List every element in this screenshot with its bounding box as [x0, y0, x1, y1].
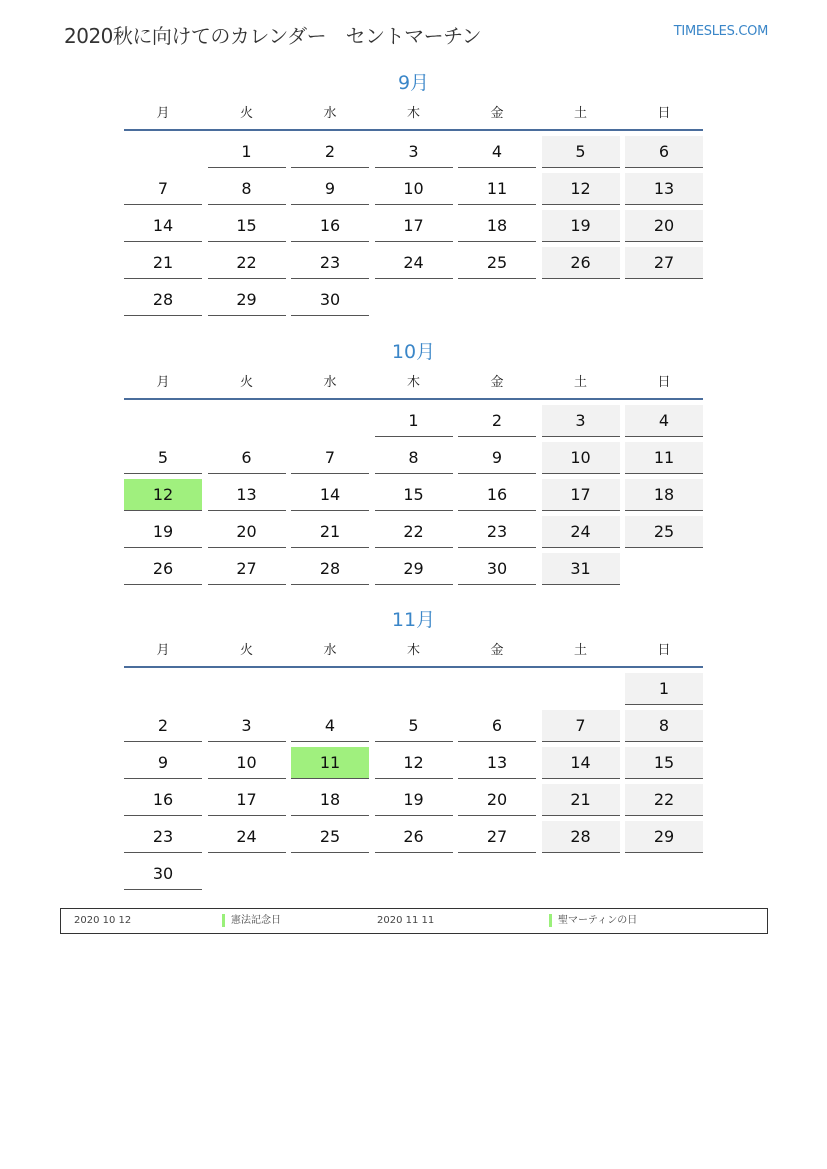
day-cell: 19 — [375, 784, 453, 816]
day-cell: 25 — [458, 247, 536, 279]
day-cell: 27 — [625, 247, 703, 279]
day-cell: 22 — [625, 784, 703, 816]
day-cell: 25 — [291, 821, 369, 853]
day-cell: 20 — [458, 784, 536, 816]
day-cell: 5 — [375, 710, 453, 742]
weekday-label: 水 — [323, 375, 337, 390]
weekday-label: 木 — [406, 643, 420, 658]
day-cell: 21 — [124, 247, 202, 279]
day-cell: 11 — [458, 173, 536, 205]
empty-cell — [124, 673, 202, 704]
day-cell: 17 — [542, 479, 620, 511]
day-cell: 4 — [291, 710, 369, 742]
weekday-label: 金 — [490, 106, 504, 121]
day-cell: 1 — [375, 405, 453, 437]
weekday-label: 日 — [657, 106, 671, 121]
day-cell: 4 — [458, 136, 536, 168]
day-cell: 5 — [124, 442, 202, 474]
day-cell: 18 — [291, 784, 369, 816]
day-cell: 6 — [458, 710, 536, 742]
month-name: 9月 — [397, 72, 430, 94]
day-cell: 26 — [124, 553, 202, 585]
day-cell: 10 — [375, 173, 453, 205]
empty-cell — [291, 673, 369, 704]
holiday-legend — [60, 908, 768, 934]
weekday-label: 月 — [156, 643, 170, 658]
day-cell: 3 — [375, 136, 453, 168]
day-cell: 27 — [208, 553, 286, 585]
day-cell: 16 — [291, 210, 369, 242]
day-cell: 19 — [124, 516, 202, 548]
day-cell: 15 — [375, 479, 453, 511]
day-cell: 21 — [291, 516, 369, 548]
day-cell: 22 — [208, 247, 286, 279]
weekday-label: 木 — [406, 106, 420, 121]
page-title: 2020秋に向けてのカレンダー セントマーチン — [64, 24, 482, 48]
day-cell: 20 — [625, 210, 703, 242]
day-cell: 19 — [542, 210, 620, 242]
weekday-label: 金 — [490, 643, 504, 658]
day-cell: 24 — [208, 821, 286, 853]
day-grid — [124, 136, 703, 316]
day-cell: 30 — [124, 858, 202, 890]
empty-cell — [208, 673, 286, 704]
brand-logo[interactable]: TIMESLES.COM — [673, 24, 768, 39]
day-cell: 6 — [625, 136, 703, 168]
day-cell: 1 — [208, 136, 286, 168]
day-cell: 8 — [625, 710, 703, 742]
day-cell: 9 — [124, 747, 202, 779]
weekday-label: 木 — [406, 375, 420, 390]
day-cell: 2 — [291, 136, 369, 168]
day-cell: 26 — [542, 247, 620, 279]
day-cell: 30 — [458, 553, 536, 585]
month-name: 11月 — [391, 609, 436, 631]
weekday-label: 日 — [657, 643, 671, 658]
weekday-label: 日 — [657, 375, 671, 390]
day-cell: 22 — [375, 516, 453, 548]
day-cell: 12 — [542, 173, 620, 205]
day-cell: 11 — [625, 442, 703, 474]
day-cell: 21 — [542, 784, 620, 816]
day-cell: 4 — [625, 405, 703, 437]
day-cell: 13 — [458, 747, 536, 779]
day-cell: 31 — [542, 553, 620, 585]
empty-cell — [542, 673, 620, 704]
day-cell: 9 — [291, 173, 369, 205]
empty-cell — [375, 673, 453, 704]
legend-holiday-name: 聖マーティンの日 — [558, 915, 638, 926]
day-cell: 7 — [542, 710, 620, 742]
day-cell: 28 — [291, 553, 369, 585]
day-cell: 27 — [458, 821, 536, 853]
day-cell: 14 — [291, 479, 369, 511]
day-cell: 23 — [124, 821, 202, 853]
weekday-label: 金 — [490, 375, 504, 390]
day-cell: 14 — [124, 210, 202, 242]
day-cell: 8 — [375, 442, 453, 474]
empty-cell — [458, 673, 536, 704]
weekday-label: 水 — [323, 643, 337, 658]
day-cell: 30 — [291, 284, 369, 316]
weekday-header — [124, 105, 703, 131]
day-cell: 3 — [542, 405, 620, 437]
day-cell: 28 — [124, 284, 202, 316]
weekday-label: 土 — [573, 375, 587, 390]
weekday-header — [124, 642, 703, 668]
day-cell: 9 — [458, 442, 536, 474]
day-grid — [124, 673, 703, 890]
day-cell: 25 — [625, 516, 703, 548]
day-cell: 13 — [208, 479, 286, 511]
day-cell: 29 — [208, 284, 286, 316]
month-calendar — [124, 607, 703, 890]
day-cell: 15 — [625, 747, 703, 779]
day-cell: 8 — [208, 173, 286, 205]
month-calendar — [124, 70, 703, 316]
month-name: 10月 — [391, 341, 436, 363]
empty-cell — [124, 405, 202, 436]
day-cell: 2 — [124, 710, 202, 742]
empty-cell — [124, 136, 202, 167]
empty-cell — [291, 405, 369, 436]
legend-color-marker — [549, 914, 552, 927]
weekday-label: 水 — [323, 106, 337, 121]
day-cell: 17 — [208, 784, 286, 816]
day-cell: 24 — [542, 516, 620, 548]
legend-holiday-name: 憲法記念日 — [231, 915, 281, 926]
empty-cell — [208, 405, 286, 436]
day-cell: 16 — [124, 784, 202, 816]
day-cell: 3 — [208, 710, 286, 742]
day-cell: 17 — [375, 210, 453, 242]
legend-date: 2020 10 12 — [74, 915, 132, 926]
day-cell: 10 — [542, 442, 620, 474]
day-cell: 7 — [291, 442, 369, 474]
day-cell: 7 — [124, 173, 202, 205]
day-cell: 20 — [208, 516, 286, 548]
page-header — [64, 18, 768, 48]
day-cell: 24 — [375, 247, 453, 279]
day-cell: 23 — [291, 247, 369, 279]
day-cell: 18 — [458, 210, 536, 242]
weekday-label: 火 — [239, 106, 253, 121]
day-cell: 14 — [542, 747, 620, 779]
day-cell: 26 — [375, 821, 453, 853]
holiday-day-cell: 11 — [291, 747, 369, 779]
legend-date: 2020 11 11 — [377, 915, 435, 926]
weekday-label: 月 — [156, 106, 170, 121]
day-cell: 5 — [542, 136, 620, 168]
weekday-header — [124, 374, 703, 400]
day-cell: 6 — [208, 442, 286, 474]
weekday-label: 土 — [573, 106, 587, 121]
weekday-label: 土 — [573, 643, 587, 658]
day-cell: 12 — [375, 747, 453, 779]
weekday-label: 火 — [239, 375, 253, 390]
weekday-label: 火 — [239, 643, 253, 658]
day-cell: 29 — [375, 553, 453, 585]
day-cell: 2 — [458, 405, 536, 437]
month-calendar — [124, 339, 703, 585]
legend-color-marker — [222, 914, 225, 927]
day-cell: 13 — [625, 173, 703, 205]
day-cell: 29 — [625, 821, 703, 853]
day-cell: 16 — [458, 479, 536, 511]
holiday-day-cell: 12 — [124, 479, 202, 511]
day-cell: 10 — [208, 747, 286, 779]
day-grid — [124, 405, 703, 585]
day-cell: 15 — [208, 210, 286, 242]
day-cell: 1 — [625, 673, 703, 705]
day-cell: 18 — [625, 479, 703, 511]
day-cell: 28 — [542, 821, 620, 853]
weekday-label: 月 — [156, 375, 170, 390]
day-cell: 23 — [458, 516, 536, 548]
